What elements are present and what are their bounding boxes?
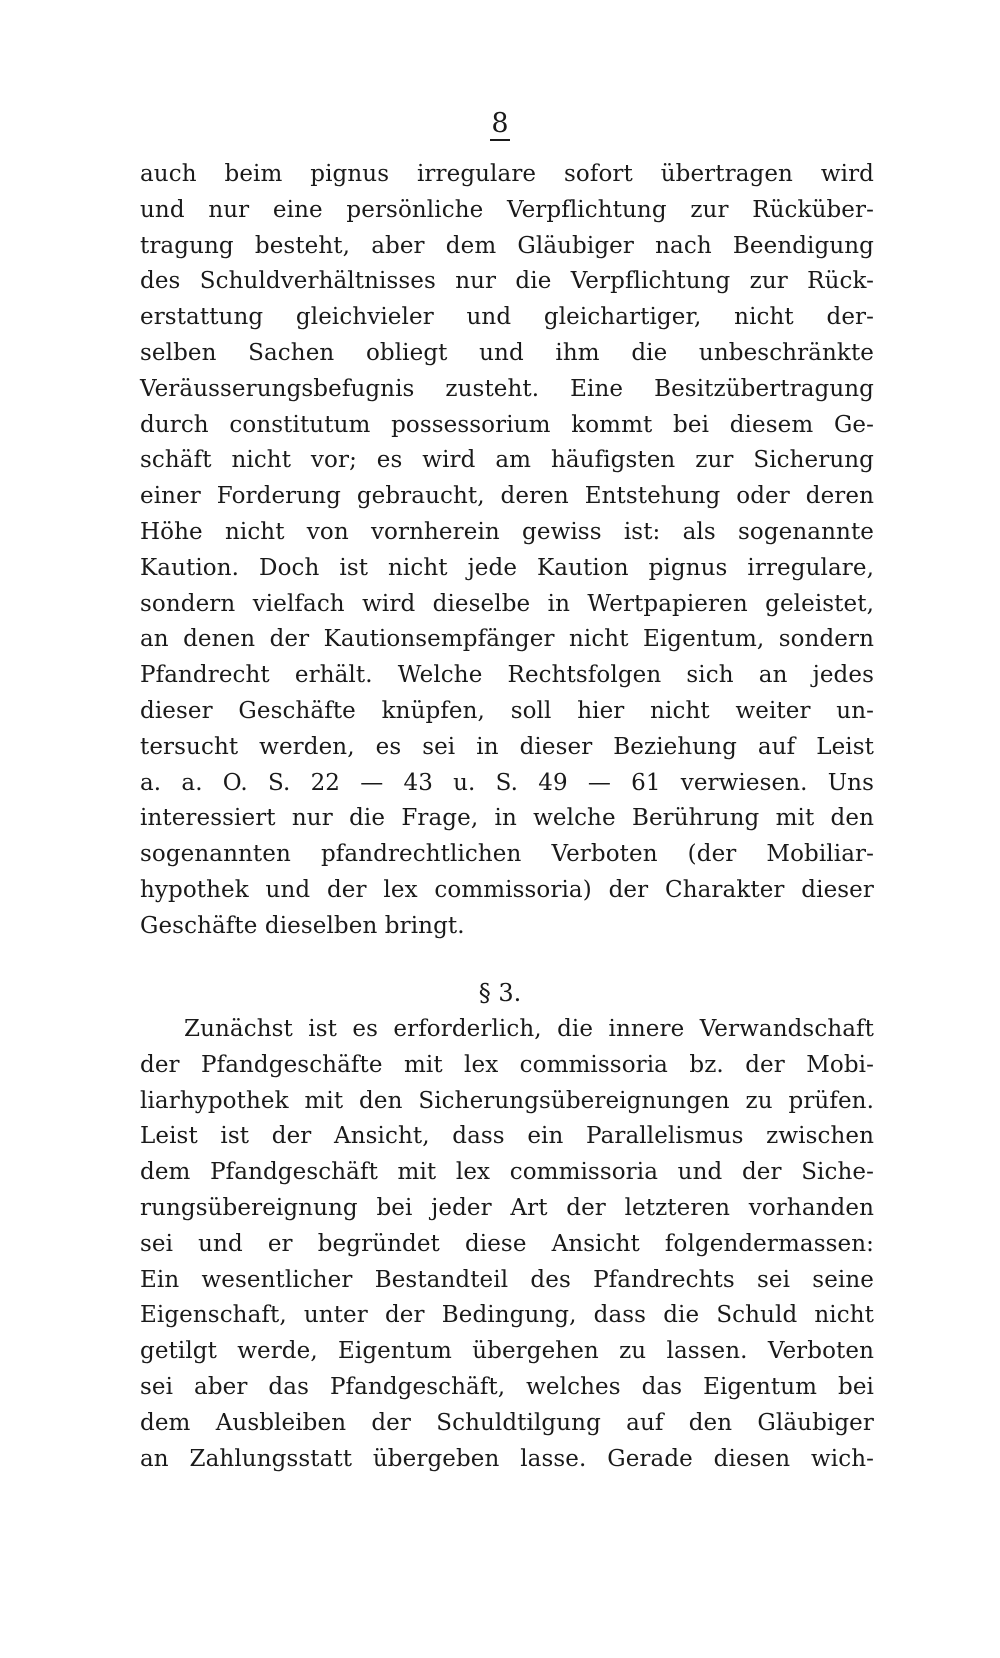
text-line: und nur eine persönliche Verpflichtung zur Rücküber- — [140, 196, 874, 223]
text-line: Höhe nicht von vornherein gewiss ist: als sogenannte — [140, 518, 874, 545]
text-line: sogenannten pfandrechtlichen Verboten (der Mobiliar- — [140, 841, 874, 868]
text-line: der Pfandgeschäfte mit lex commissoria bz. der Mobi- — [140, 1051, 874, 1078]
section-heading: § 3. — [478, 979, 522, 1007]
text-line: tersucht werden, es sei in dieser Beziehung auf Leist — [140, 733, 874, 760]
text-line: Ein wesentlicher Bestandteil des Pfandrechts sei seine — [140, 1266, 874, 1293]
text-line: Leist ist der Ansicht, dass ein Parallelismus zwischen — [140, 1123, 874, 1150]
text-line: tragung besteht, aber dem Gläubiger nach Beendigung — [140, 232, 874, 259]
text-line: an denen der Kautionsempfänger nicht Eigentum, sondern — [140, 626, 874, 653]
text-line: sei und er begründet diese Ansicht folgendermassen: — [140, 1230, 874, 1257]
page-number — [0, 108, 1000, 140]
text-line: sondern vielfach wird dieselbe in Wertpapieren geleistet, — [140, 590, 874, 617]
text-line: hypothek und der lex commissoria) der Charakter dieser — [140, 876, 874, 903]
paragraph-2 — [140, 1012, 874, 1477]
text-line: Zunächst ist es erforderlich, die innere Verwandschaft — [184, 1016, 874, 1042]
text-line: sei aber das Pfandgeschäft, welches das Eigentum bei — [140, 1373, 874, 1400]
text-line: dem Pfandgeschäft mit lex commissoria und der Siche- — [140, 1159, 874, 1186]
text-line: Kaution. Doch ist nicht jede Kaution pignus irregulare, — [140, 554, 874, 581]
text-line: liarhypothek mit den Sicherungsübereignungen zu prüfen. — [140, 1087, 874, 1114]
text-line: interessiert nur die Frage, in welche Berührung mit den — [140, 805, 874, 832]
text-line: erstattung gleichvieler und gleichartiger, nicht der- — [140, 304, 874, 331]
text-line: a. a. O. S. 22 — 43 u. S. 49 — 61 verwiesen. Uns — [140, 769, 874, 796]
text-line: getilgt werde, Eigentum übergehen zu lassen. Verboten — [140, 1338, 874, 1365]
text-line: dieser Geschäfte knüpfen, soll hier nicht weiter un- — [140, 697, 874, 724]
text-line: dem Ausbleiben der Schuldtilgung auf den Gläubiger — [140, 1409, 874, 1436]
page-number-text: 8 — [491, 108, 509, 139]
text-line: schäft nicht vor; es wird am häufigsten zur Sicherung — [140, 447, 874, 474]
text-line: Veräusserungsbefugnis zusteht. Eine Besitzübertragung — [140, 375, 874, 402]
text-line: an Zahlungsstatt übergeben lasse. Gerade diesen wich- — [140, 1445, 874, 1472]
text-line: Eigenschaft, unter der Bedingung, dass die Schuld nicht — [140, 1302, 874, 1329]
text-line: einer Forderung gebraucht, deren Entstehung oder deren — [140, 483, 874, 510]
text-line: selben Sachen obliegt und ihm die unbeschränkte — [140, 339, 874, 366]
paragraph-1 — [140, 157, 874, 945]
text-line: Pfandrecht erhält. Welche Rechtsfolgen sich an jedes — [140, 662, 874, 689]
text-line: Geschäfte dieselben bringt. — [140, 912, 465, 939]
text-line: durch constitutum possessorium kommt bei diesem Ge- — [140, 411, 874, 438]
text-line: rungsübereignung bei jeder Art der letzteren vorhanden — [140, 1194, 874, 1221]
text-line: auch beim pignus irregulare sofort übertragen wird — [140, 161, 874, 187]
text-line: des Schuldverhältnisses nur die Verpflichtung zur Rück- — [140, 268, 874, 295]
